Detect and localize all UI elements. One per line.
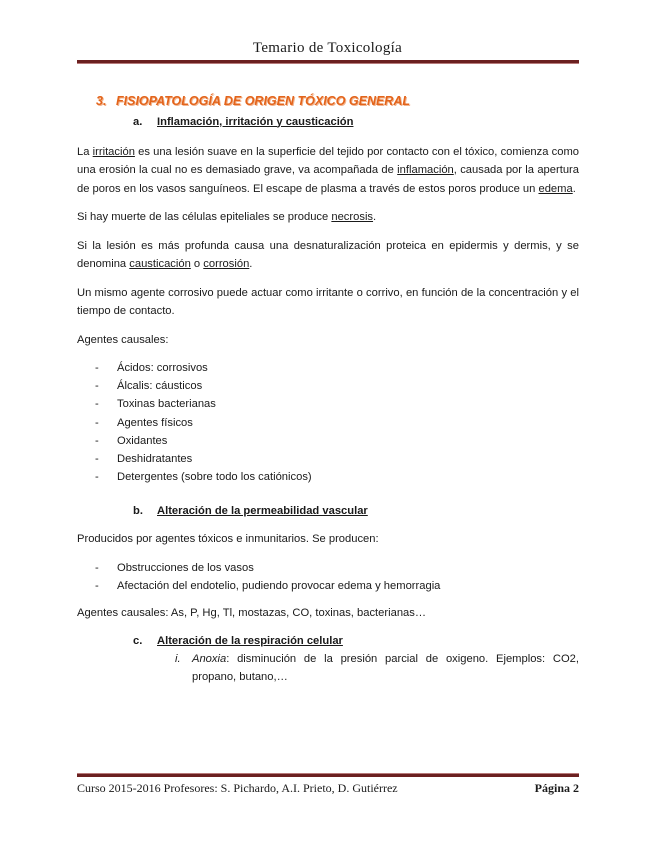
list-item: - Detergentes (sobre todo los catiónicos)	[77, 468, 579, 486]
text: o	[190, 258, 204, 270]
list-item: - Obstrucciones de los vasos	[77, 559, 579, 577]
header-divider	[77, 60, 579, 64]
term-necrosis: necrosis	[331, 211, 374, 223]
agents-label: Agentes causales:	[77, 333, 169, 346]
paragraph-causticacion	[77, 237, 579, 274]
text: La	[77, 145, 93, 158]
section-title	[96, 92, 579, 111]
list-item: - Deshidratantes	[77, 450, 579, 468]
anoxia-text: : disminución de la presión parcial de oxigeno. Ejemplos: CO2, propano, butano,…	[192, 652, 579, 684]
list-item: - Toxinas bacterianas	[77, 395, 579, 413]
section-number: 3.	[96, 94, 107, 108]
term-corrosion: corrosión	[203, 258, 250, 270]
list-item: - Ácidos: corrosivos	[77, 359, 579, 377]
term-causticacion: causticación	[129, 258, 191, 270]
text: Si hay muerte de las células epiteliales se produce	[77, 211, 332, 223]
subsection-c-heading	[77, 632, 579, 650]
agents-list	[77, 359, 579, 486]
text: .	[373, 211, 377, 223]
text: .	[572, 182, 576, 195]
term-anoxia: Anoxia	[192, 652, 227, 665]
vascular-list	[77, 559, 579, 595]
text: es una lesión suave en la superficie del tejido por contacto con el tóxico, comienza como una erosión la cual no es demasiado grave, va acompañada de	[77, 145, 579, 176]
subsection-a-label: a.	[133, 115, 143, 128]
footer-course-info: Curso 2015-2016 Profesores: S. Pichardo, A.I. Prieto, D. Gutiérrez	[77, 781, 398, 795]
list-item: - Álcalis: cáusticos	[77, 377, 579, 395]
subsection-b-heading	[77, 502, 579, 520]
subsection-c-title: Alteración de la respiración celular	[157, 634, 343, 647]
subsection-b-label: b.	[133, 505, 143, 518]
section-title-text: FISIOPATOLOGÍA DE ORIGEN TÓXICO GENERAL	[116, 94, 411, 108]
subsection-c-label: c.	[133, 634, 143, 647]
paragraph-necrosis	[77, 208, 579, 227]
list-item: - Oxidantes	[77, 432, 579, 450]
term-edema: edema	[538, 182, 573, 195]
paragraph-irritation	[77, 143, 579, 199]
document-body	[77, 92, 579, 687]
term-inflamacion: inflamación	[397, 164, 454, 176]
roman-numeral: i.	[175, 652, 181, 665]
page-header-title: Temario de Toxicología	[252, 40, 403, 56]
text: Si la lesión es más profunda causa una desnaturalización proteica en epidermis y dermis, y se denomina	[77, 239, 579, 270]
term-irritacion: irritación	[92, 145, 135, 158]
paragraph-vascular-agents: Agentes causales: As, P, Hg, Tl, mostazas, CO, toxinas, bacterianas…	[77, 607, 427, 620]
list-item: - Agentes físicos	[77, 414, 579, 432]
text: .	[249, 258, 253, 270]
paragraph-vascular-intro: Producidos por agentes tóxicos e inmunitarios. Se producen:	[77, 533, 379, 546]
list-item: - Afectación del endotelio, pudiendo provocar edema y hemorragia	[77, 577, 579, 595]
text: , causada por la apertura de poros en los vasos sanguíneos. El escape de plasma a través de estos poros produce un	[77, 164, 580, 195]
footer-page-number: Página 2	[534, 781, 579, 795]
anoxia-item	[77, 650, 579, 687]
subsection-a-heading	[77, 113, 579, 131]
subsection-a-title: Inflamación, irritación y causticación	[157, 115, 354, 128]
footer-divider	[77, 773, 579, 777]
subsection-b-title: Alteración de la permeabilidad vascular	[157, 505, 368, 518]
paragraph-corrosive-agent: Un mismo agente corrosivo puede actuar como irritante o corrivo, en función de la concentración y el tiempo de contacto.	[77, 286, 579, 317]
